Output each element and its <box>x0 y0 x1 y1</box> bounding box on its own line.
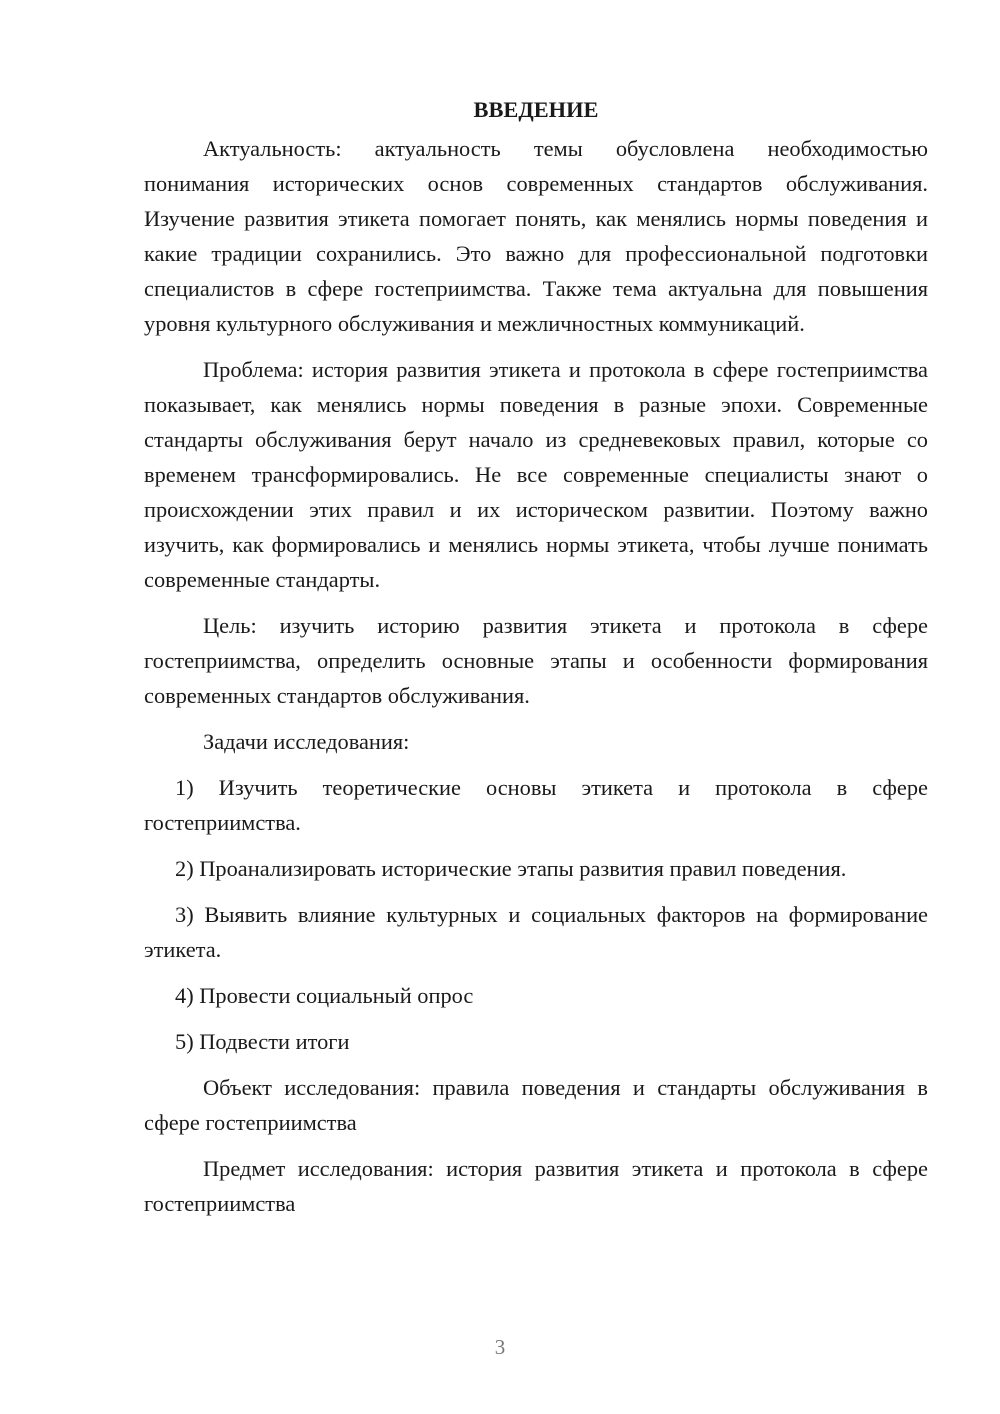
task-item-3: 3) Выявить влияние культурных и социальных факторов на формирование этикета. <box>144 902 928 962</box>
paragraph-subject: Предмет исследования: история развития этикета и протокола в сфере гостеприимства <box>144 1156 928 1216</box>
paragraph-relevance: Актуальность: актуальность темы обусловлена необходимостью понимания исторических основ современных стандартов обслуживания. Изучение развития этикета помогает понять, как менялись нормы поведения и какие традиции сохранились. Это важно для профессиональной подготовки специалистов в сфере гостеприимства. Также тема актуальна для повышения уровня культурного обслуживания и межличностных коммуникаций. <box>144 136 928 336</box>
paragraph-problem: Проблема: история развития этикета и протокола в сфере гостеприимства показывает, как менялись нормы поведения в разные эпохи. Современные стандарты обслуживания берут начало из средневековых правил, которые со временем трансформировались. Не все современные специалисты знают о происхождении этих правил и их историческом развитии. Поэтому важно изучить, как формировались и менялись нормы этикета, чтобы лучше понимать современные стандарты. <box>144 357 928 592</box>
page-title: ВВЕДЕНИЕ <box>473 97 599 122</box>
task-item-5: 5) Подвести итоги <box>175 1029 350 1054</box>
task-item-1: 1) Изучить теоретические основы этикета и протокола в сфере гостеприимства. <box>144 775 928 835</box>
paragraph-object: Объект исследования: правила поведения и стандарты обслуживания в сфере гостеприимства <box>144 1075 928 1135</box>
task-item-2: 2) Проанализировать исторические этапы развития правил поведения. <box>175 856 847 881</box>
page-number: 3 <box>494 1335 506 1359</box>
paragraph-tasks-heading: Задачи исследования: <box>203 729 410 754</box>
task-item-4: 4) Провести социальный опрос <box>175 983 474 1008</box>
paragraph-goal: Цель: изучить историю развития этикета и протокола в сфере гостеприимства, определить основные этапы и особенности формирования современных стандартов обслуживания. <box>144 613 928 708</box>
document-page <box>144 92 928 1232</box>
